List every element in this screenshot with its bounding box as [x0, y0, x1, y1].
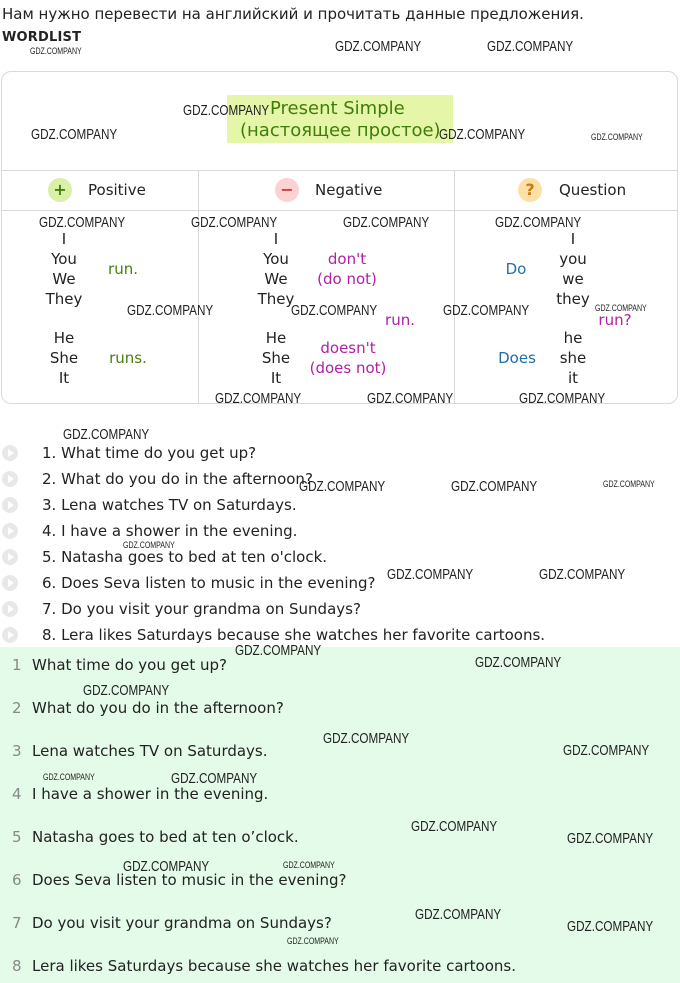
- watermark: GDZ.COMPANY: [595, 303, 647, 313]
- play-audio-icon[interactable]: [2, 497, 18, 513]
- watermark: GDZ.COMPANY: [63, 426, 150, 443]
- list-item: 8. Lera likes Saturdays because she watches her favorite cartoons.: [42, 626, 546, 644]
- pronoun: you: [559, 250, 587, 268]
- auxiliary: Do: [505, 260, 527, 278]
- pronoun: You: [263, 250, 289, 268]
- pronoun: it: [567, 369, 579, 387]
- pronoun: she: [559, 349, 587, 367]
- divider: [2, 170, 677, 171]
- pronoun: He: [53, 329, 75, 347]
- auxiliary: (does not): [309, 359, 387, 377]
- header-negative: Negative: [315, 181, 383, 199]
- divider: [198, 170, 199, 403]
- watermark: GDZ.COMPANY: [127, 302, 214, 319]
- watermark: GDZ.COMPANY: [171, 770, 258, 787]
- auxiliary: Does: [498, 349, 536, 367]
- watermark: GDZ.COMPANY: [563, 742, 650, 759]
- answer-text: What do you do in the afternoon?: [32, 699, 284, 717]
- watermark: GDZ.COMPANY: [235, 642, 322, 659]
- pronoun: He: [265, 329, 287, 347]
- watermark: GDZ.COMPANY: [475, 654, 562, 671]
- watermark: GDZ.COMPANY: [39, 214, 126, 231]
- watermark: GDZ.COMPANY: [367, 390, 454, 407]
- pronoun: We: [264, 270, 288, 288]
- watermark: GDZ.COMPANY: [123, 540, 175, 550]
- answer-text: Does Seva listen to music in the evening?: [32, 871, 347, 889]
- play-audio-icon[interactable]: [2, 445, 18, 461]
- verb: runs.: [109, 349, 147, 367]
- play-audio-icon[interactable]: [2, 627, 18, 643]
- answer-number: 4: [12, 785, 22, 803]
- list-item: 1. What time do you get up?: [42, 444, 257, 462]
- pronoun: they: [556, 290, 590, 308]
- answers-panel: [0, 647, 680, 983]
- watermark: GDZ.COMPANY: [43, 772, 95, 782]
- list-item: 6. Does Seva listen to music in the evening?: [42, 574, 376, 592]
- list-item: 5. Natasha goes to bed at ten o'clock.: [42, 548, 328, 566]
- plus-icon: +: [48, 178, 72, 202]
- answer-number: 6: [12, 871, 22, 889]
- header-positive: Positive: [88, 181, 146, 199]
- watermark: GDZ.COMPANY: [183, 102, 270, 119]
- play-audio-icon[interactable]: [2, 471, 18, 487]
- watermark: GDZ.COMPANY: [191, 214, 278, 231]
- pronoun: She: [49, 349, 79, 367]
- pronoun: They: [45, 290, 83, 308]
- watermark: GDZ.COMPANY: [31, 126, 118, 143]
- pronoun: I: [61, 230, 67, 248]
- answer-text: Lera likes Saturdays because she watches her favorite cartoons.: [32, 957, 516, 975]
- pronoun: It: [270, 369, 282, 387]
- watermark: GDZ.COMPANY: [30, 46, 82, 56]
- pronoun: You: [51, 250, 77, 268]
- answer-text: Lena watches TV on Saturdays.: [32, 742, 268, 760]
- verb: run.: [108, 260, 138, 278]
- wordlist-link[interactable]: WORDLIST: [2, 30, 82, 45]
- answer-text: Natasha goes to bed at ten o’clock.: [32, 828, 299, 846]
- watermark: GDZ.COMPANY: [335, 38, 422, 55]
- header-question: Question: [559, 181, 627, 199]
- watermark: GDZ.COMPANY: [343, 214, 430, 231]
- answer-text: Do you visit your grandma on Sundays?: [32, 914, 332, 932]
- watermark: GDZ.COMPANY: [291, 302, 378, 319]
- play-audio-icon[interactable]: [2, 575, 18, 591]
- play-audio-icon[interactable]: [2, 523, 18, 539]
- watermark: GDZ.COMPANY: [567, 830, 654, 847]
- watermark: GDZ.COMPANY: [495, 214, 582, 231]
- watermark: GDZ.COMPANY: [591, 132, 643, 142]
- answer-number: 2: [12, 699, 22, 717]
- verb: run.: [385, 311, 415, 329]
- watermark: GDZ.COMPANY: [539, 566, 626, 583]
- table-subtitle: (настоящее простое): [240, 120, 441, 141]
- pronoun: We: [52, 270, 76, 288]
- watermark: GDZ.COMPANY: [387, 566, 474, 583]
- auxiliary: (do not): [317, 270, 377, 288]
- auxiliary: doesn't: [320, 339, 376, 357]
- pronoun: I: [570, 230, 576, 248]
- answer-number: 1: [12, 656, 22, 674]
- watermark: GDZ.COMPANY: [451, 478, 538, 495]
- watermark: GDZ.COMPANY: [283, 860, 335, 870]
- answer-text: I have a shower in the evening.: [32, 785, 269, 803]
- answer-text: What time do you get up?: [32, 656, 228, 674]
- minus-icon: −: [275, 178, 299, 202]
- question-icon: ?: [518, 178, 542, 202]
- watermark: GDZ.COMPANY: [603, 479, 655, 489]
- list-item: 4. I have a shower in the evening.: [42, 522, 298, 540]
- watermark: GDZ.COMPANY: [411, 818, 498, 835]
- answer-number: 7: [12, 914, 22, 932]
- pronoun: we: [562, 270, 584, 288]
- watermark: GDZ.COMPANY: [567, 918, 654, 935]
- pronoun: She: [261, 349, 291, 367]
- watermark: GDZ.COMPANY: [299, 478, 386, 495]
- watermark: GDZ.COMPANY: [323, 730, 410, 747]
- pronoun: he: [563, 329, 583, 347]
- list-item: 3. Lena watches TV on Saturdays.: [42, 496, 297, 514]
- pronoun: They: [257, 290, 295, 308]
- divider: [2, 210, 677, 211]
- table-title: Present Simple: [270, 98, 405, 119]
- watermark: GDZ.COMPANY: [83, 682, 170, 699]
- watermark: GDZ.COMPANY: [439, 126, 526, 143]
- answer-number: 3: [12, 742, 22, 760]
- answer-number: 5: [12, 828, 22, 846]
- auxiliary: don't: [327, 250, 367, 268]
- verb: run?: [598, 311, 632, 329]
- pronoun: I: [273, 230, 279, 248]
- intro-text: Нам нужно перевести на английский и прочитать данные предложения.: [2, 5, 584, 23]
- list-item: 2. What do you do in the afternoon?: [42, 470, 313, 488]
- watermark: GDZ.COMPANY: [287, 936, 339, 946]
- watermark: GDZ.COMPANY: [123, 858, 210, 875]
- watermark: GDZ.COMPANY: [443, 302, 530, 319]
- play-audio-icon[interactable]: [2, 549, 18, 565]
- pronoun: It: [58, 369, 70, 387]
- divider: [454, 170, 455, 403]
- list-item: 7. Do you visit your grandma on Sundays?: [42, 600, 361, 618]
- watermark: GDZ.COMPANY: [487, 38, 574, 55]
- play-audio-icon[interactable]: [2, 601, 18, 617]
- watermark: GDZ.COMPANY: [215, 390, 302, 407]
- watermark: GDZ.COMPANY: [519, 390, 606, 407]
- answer-number: 8: [12, 957, 22, 975]
- watermark: GDZ.COMPANY: [415, 906, 502, 923]
